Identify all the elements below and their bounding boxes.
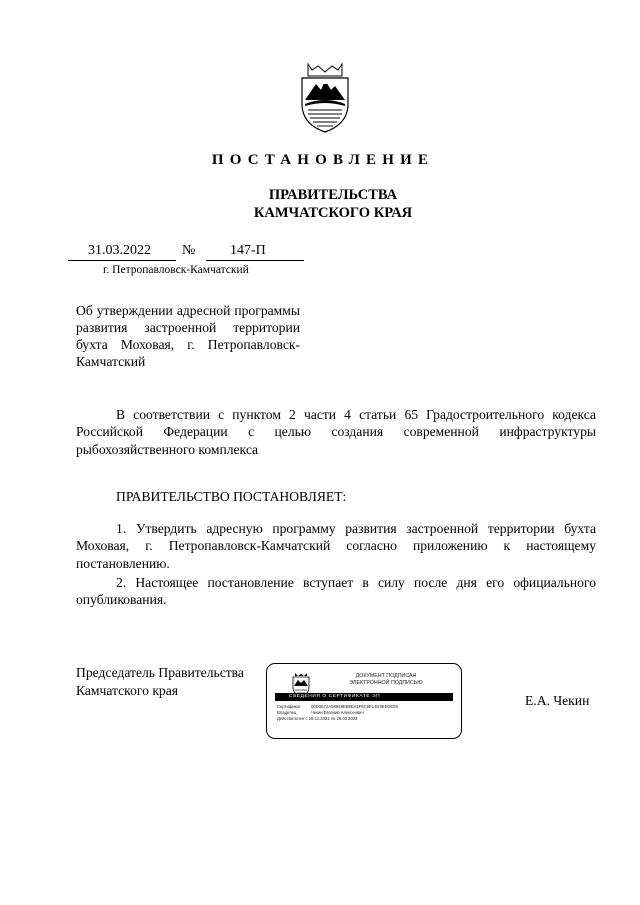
kamchatka-emblem-icon <box>296 60 354 134</box>
stamp-validity-value: с 29.12.2021 по 29.03.2023 <box>305 716 358 721</box>
document-city: г. Петропавловск-Камчатский <box>103 264 249 276</box>
resolution-item-2: 2. Настоящее постановление вступает в силу после дня его официального опубликования. <box>76 575 596 608</box>
stamp-header-line-2: ЭЛЕКТРОННОЙ ПОДПИСЬЮ <box>349 680 423 686</box>
stamp-certificate-bar: СВЕДЕНИЯ О СЕРТИФИКАТЕ ЭП <box>275 693 453 701</box>
preamble-paragraph: В соответствии с пунктом 2 части 4 статьи 65 Градостроительного кодекса Российской Федерации с целью создания современной инфраструктуры рыбохозяйственного комплекса <box>76 407 596 457</box>
document-number: 147-П <box>230 243 266 258</box>
date-underline <box>68 260 176 261</box>
electronic-signature-stamp <box>266 663 462 739</box>
signer-position <box>76 664 244 700</box>
signer-name: Е.А. Чекин <box>525 693 590 708</box>
number-underline <box>206 260 304 261</box>
stamp-header-line-1: ДОКУМЕНТ ПОДПИСАН <box>355 673 417 679</box>
resolution-item-1: 1. Утвердить адресную программу развития застроенной территории бухта Моховая, г. Петропавловск-Камчатский согласно приложению к настоящему постановлению. <box>76 521 596 571</box>
stamp-owner-label: Владелец <box>277 710 297 715</box>
stamp-certificate-label: Сертификат <box>277 704 301 709</box>
stamp-certificate-value: 00D0E72A56948EB8EA1F6C9E14D3EEDE58 <box>311 704 398 709</box>
issuer-line-2: КАМЧАТСКОГО КРАЯ <box>253 205 413 221</box>
document-date: 31.03.2022 <box>88 243 151 258</box>
signer-position-line-1: Председатель Правительства <box>76 665 244 680</box>
stamp-owner-value: Чекин Евгений Алексеевич <box>311 710 364 715</box>
stamp-validity-row <box>277 716 358 722</box>
number-sign: № <box>182 243 196 258</box>
issuer-line-1: ПРАВИТЕЛЬСТВА <box>268 187 398 203</box>
stamp-validity-label: Действителен <box>277 716 305 721</box>
resolves-heading: ПРАВИТЕЛЬСТВО ПОСТАНОВЛЯЕТ: <box>116 489 347 504</box>
document-subject: Об утверждении адресной программы развития застроенной территории бухта Моховая, г. Петропавловск-Камчатский <box>76 303 300 369</box>
signer-position-line-2: Камчатского края <box>76 683 179 698</box>
document-type-title: ПОСТАНОВЛЕНИЕ <box>211 152 435 168</box>
